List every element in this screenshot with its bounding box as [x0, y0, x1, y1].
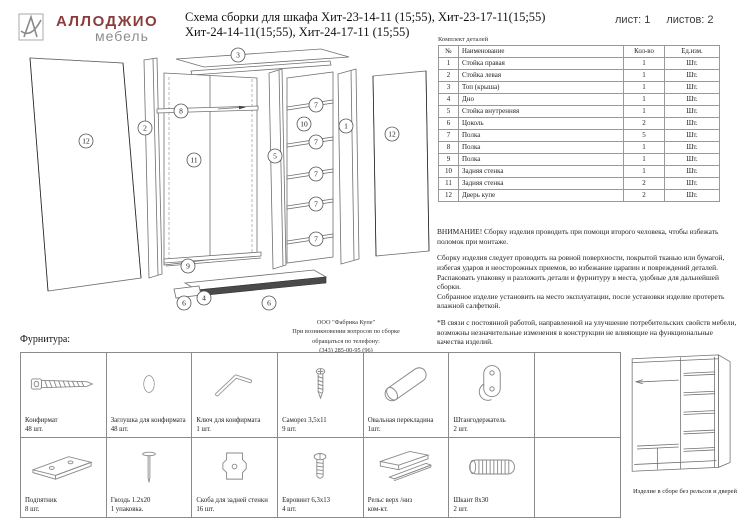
table-cell: 2	[624, 118, 665, 130]
hardware-cell	[449, 438, 535, 518]
callout-2	[138, 121, 152, 135]
table-cell: Шт.	[665, 154, 720, 166]
callout-6	[262, 296, 276, 310]
table-cell: Шт.	[665, 142, 720, 154]
title-line-1: Схема сборки для шкафа Хит-23-14-11 (15;55), Хит-23-17-11(15;55)	[185, 10, 546, 24]
note-place: Собранное изделие установить на место эксплуатации, после установки изделие протереть влажной салфеткой.	[437, 291, 725, 311]
table-cell: 8	[439, 142, 459, 154]
table-cell: Цоколь	[459, 118, 624, 130]
hardware-label	[21, 416, 106, 437]
table-cell: Шт.	[665, 190, 720, 202]
hardware-qty: 16 шт.	[196, 505, 215, 513]
hardware-cell	[192, 438, 278, 518]
assembled-view	[624, 352, 746, 495]
note-unpack: Распаковать упаковку и разложить детали и фурнитуру в места, удобные для дальнейшей сборки.	[437, 272, 719, 292]
table-cell: Полка	[459, 142, 624, 154]
svg-text:12: 12	[388, 129, 396, 139]
svg-text:8: 8	[179, 106, 183, 116]
table-cell: 1	[624, 58, 665, 70]
callout-7	[309, 135, 323, 149]
col-qty: Кол-во	[624, 46, 665, 58]
panel-internal-stand	[269, 69, 286, 269]
hardware-name: Евровинт 6,3х13	[282, 496, 331, 504]
callout-10	[297, 117, 311, 131]
table-cell: Дно	[459, 94, 624, 106]
table-cell: Шт.	[665, 130, 720, 142]
hardware-qty: 9 шт.	[282, 425, 297, 433]
note-disclaimer: *В связи с постоянной работой, направленной на улучшение потребительских свойств мебели, возможны незначительные изменения в конструкции не влияющие на функциональные качества изделий.	[437, 318, 737, 347]
factory-contact	[278, 318, 414, 356]
hardware-qty: 48 шт.	[110, 425, 129, 433]
brand-subtitle: мебель	[95, 28, 149, 44]
parts-table-caption: Комплект деталей	[438, 36, 489, 43]
table-cell: 1	[624, 82, 665, 94]
foot-pad-icon	[21, 438, 106, 496]
table-cell: Задняя стенка	[459, 166, 624, 178]
assembled-caption: Изделие в сборе без рельсов и дверей	[632, 488, 738, 495]
table-row	[439, 58, 720, 70]
panel-back-left	[164, 73, 257, 265]
hardware-cell	[449, 353, 535, 438]
table-cell: 1	[624, 166, 665, 178]
table-cell: Шт.	[665, 178, 720, 190]
hardware-label	[278, 496, 363, 517]
callout-7	[309, 98, 323, 112]
assembly-notes	[437, 227, 740, 347]
hardware-section-title: Фурнитура:	[20, 334, 71, 345]
panel-right-stand	[338, 69, 359, 264]
hardware-qty: 1 шт.	[196, 425, 211, 433]
hardware-cell	[364, 438, 450, 518]
table-row	[439, 82, 720, 94]
callout-7	[309, 167, 323, 181]
hardware-grid	[20, 352, 621, 518]
callout-8	[174, 104, 188, 118]
hardware-label	[192, 416, 277, 437]
callout-6	[177, 296, 191, 310]
factory-note-1: При возникновении вопросов по сборке	[292, 328, 400, 336]
factory-name: ООО "Фабрика Купе"	[316, 319, 376, 326]
hardware-qty: 48 шт.	[25, 425, 43, 433]
callout-3	[231, 48, 245, 62]
callout-12	[79, 134, 93, 148]
hardware-qty: 2 шт.	[453, 425, 468, 433]
callout-9	[181, 259, 195, 273]
factory-note-2: обращаться по телефону:	[312, 337, 380, 345]
table-cell: Полка	[459, 154, 624, 166]
bracket-icon	[192, 438, 277, 496]
hardware-qty: 8 шт.	[25, 505, 40, 513]
hardware-label	[449, 496, 534, 517]
callout-7	[309, 232, 323, 246]
title-line-2: Хит-24-14-11(15;55), Хит-24-17-11 (15;55)	[185, 25, 410, 39]
table-cell: Стойка внутренняя	[459, 106, 624, 118]
svg-text:7: 7	[314, 100, 318, 110]
warning-text: ВНИМАНИЕ! Сборку изделия проводить при помощи второго человека, чтобы избежать поломок при монтаже.	[437, 227, 719, 246]
table-row	[439, 70, 720, 82]
table-row	[439, 130, 720, 142]
sheet-number: лист: 1	[615, 14, 651, 26]
hardware-name: Овальная перекладина	[367, 416, 434, 424]
col-number: №	[439, 46, 459, 58]
hex-key-icon	[192, 353, 277, 416]
table-cell: 7	[439, 130, 459, 142]
hardware-name: Гвоздь 1.2х20	[110, 496, 151, 504]
table-cell: 1	[624, 70, 665, 82]
table-cell: 6	[439, 118, 459, 130]
svg-text:1: 1	[344, 121, 348, 131]
oval-rail-icon	[364, 353, 449, 416]
hardware-name: Шкант 8х30	[453, 496, 489, 504]
svg-text:7: 7	[314, 234, 318, 244]
rail-profile-icon	[364, 438, 449, 496]
hardware-label	[449, 416, 534, 437]
table-cell: Шт.	[665, 106, 720, 118]
table-cell: 1	[624, 94, 665, 106]
hardware-qty: ком-кт.	[367, 505, 388, 513]
table-cell: 3	[439, 82, 459, 94]
table-cell: Шт.	[665, 166, 720, 178]
hardware-label	[107, 496, 192, 517]
table-row	[439, 190, 720, 202]
confirmat-screw-icon	[21, 353, 106, 416]
table-row	[439, 154, 720, 166]
table-row	[439, 178, 720, 190]
table-cell: 1	[624, 142, 665, 154]
assembled-wardrobe-drawing	[624, 352, 746, 480]
note-surface: Сборку изделия следует проводить на ровной поверхности, покрытой тканью или бумагой, избегая ударов и неосторожных приемов, во избежание царапин и повреждений деталей.	[437, 253, 725, 272]
callout-1	[339, 119, 353, 133]
callout-12	[385, 127, 399, 141]
table-cell: 2	[624, 190, 665, 202]
hardware-cell	[278, 438, 364, 518]
hardware-qty: 4 шт.	[282, 505, 297, 513]
brand-name: АЛЛОДЖИО	[56, 13, 159, 30]
hardware-label	[278, 416, 363, 437]
hardware-qty: 2 шт.	[453, 505, 468, 513]
table-cell: Шт.	[665, 70, 720, 82]
parts-table-body	[439, 58, 720, 202]
dowel-icon	[449, 438, 534, 496]
table-cell: Задняя стенка	[459, 178, 624, 190]
hardware-name: Рельс верх /низ	[367, 496, 413, 504]
sheet-info	[615, 14, 714, 26]
table-cell: 5	[439, 106, 459, 118]
hardware-cell	[278, 353, 364, 438]
cap-icon	[107, 353, 192, 416]
table-cell: 9	[439, 154, 459, 166]
factory-phone: (343) 285-00-95 (96)	[319, 347, 373, 355]
hardware-label	[364, 496, 449, 517]
svg-text:7: 7	[314, 169, 318, 179]
svg-text:10: 10	[300, 119, 308, 129]
table-cell: 1	[439, 58, 459, 70]
hardware-cell	[21, 438, 107, 518]
parts-table-header	[439, 46, 720, 58]
hardware-label	[192, 496, 277, 517]
svg-text:3: 3	[236, 50, 240, 60]
table-cell: 2	[624, 178, 665, 190]
sheets-total: листов: 2	[666, 14, 714, 26]
panel-left-stand	[144, 58, 162, 278]
hardware-label	[21, 496, 106, 517]
hardware-name: Штангодержатель	[453, 416, 506, 424]
table-cell: Шт.	[665, 82, 720, 94]
table-cell: 5	[624, 130, 665, 142]
table-row	[439, 118, 720, 130]
table-cell: Шт.	[665, 94, 720, 106]
logo-icon	[18, 12, 44, 42]
svg-text:2: 2	[143, 123, 147, 133]
hardware-label	[107, 416, 192, 437]
svg-text:4: 4	[202, 293, 206, 303]
table-cell: 4	[439, 94, 459, 106]
nail-icon	[107, 438, 192, 496]
svg-text:12: 12	[82, 136, 90, 146]
table-cell: Шт.	[665, 118, 720, 130]
exploded-diagram-svg	[18, 46, 436, 314]
euro-screw-icon	[278, 438, 363, 496]
hardware-qty: 1 упаковка.	[110, 505, 144, 513]
hardware-cell	[107, 353, 193, 438]
svg-text:7: 7	[314, 137, 318, 147]
table-cell: Шт.	[665, 58, 720, 70]
table-cell: 1	[624, 154, 665, 166]
table-cell: Стойка правая	[459, 58, 624, 70]
hardware-cell	[364, 353, 450, 438]
hardware-cell	[192, 353, 278, 438]
small-screw-icon	[278, 353, 363, 416]
svg-text:9: 9	[186, 261, 190, 271]
col-unit: Ед.изм.	[665, 46, 720, 58]
table-row	[439, 142, 720, 154]
callout-5	[268, 149, 282, 163]
panel-right-door	[373, 71, 429, 256]
table-cell: Стойка левая	[459, 70, 624, 82]
hardware-cell-empty	[535, 438, 621, 518]
table-cell: 11	[439, 178, 459, 190]
hardware-label	[364, 416, 449, 437]
page-title	[185, 10, 555, 40]
table-cell: 1	[624, 106, 665, 118]
exploded-diagram	[18, 46, 436, 314]
hardware-name: Конфирмат	[25, 416, 58, 424]
hardware-cell	[21, 353, 107, 438]
table-cell: Дверь купе	[459, 190, 624, 202]
callout-11	[187, 153, 201, 167]
hardware-name: Подпятник	[25, 496, 57, 504]
table-cell: 2	[439, 70, 459, 82]
svg-text:6: 6	[182, 298, 186, 308]
hardware-name: Скоба для задней стенки	[196, 496, 268, 504]
col-name: Наименование	[459, 46, 624, 58]
hardware-name: Ключ для конфирмата	[196, 416, 261, 424]
rod-holder-icon	[449, 353, 534, 416]
svg-text:11: 11	[190, 155, 198, 165]
table-row	[439, 106, 720, 118]
hardware-name: Заглушка для конфирмата	[110, 416, 186, 424]
svg-text:7: 7	[314, 199, 318, 209]
parts-table	[438, 45, 720, 202]
table-cell: 10	[439, 166, 459, 178]
table-cell: Топ (крыша)	[459, 82, 624, 94]
svg-text:6: 6	[267, 298, 271, 308]
table-cell: 12	[439, 190, 459, 202]
table-row	[439, 166, 720, 178]
hardware-name: Саморез 3,5х11	[282, 416, 327, 424]
hardware-qty: 1шт.	[367, 425, 381, 433]
table-cell: Полка	[459, 130, 624, 142]
callout-7	[309, 197, 323, 211]
table-row	[439, 94, 720, 106]
hardware-cell	[107, 438, 193, 518]
hardware-cell-empty	[535, 353, 621, 438]
svg-text:5: 5	[273, 151, 277, 161]
callout-4	[197, 291, 211, 305]
panel-left-door	[30, 58, 141, 291]
